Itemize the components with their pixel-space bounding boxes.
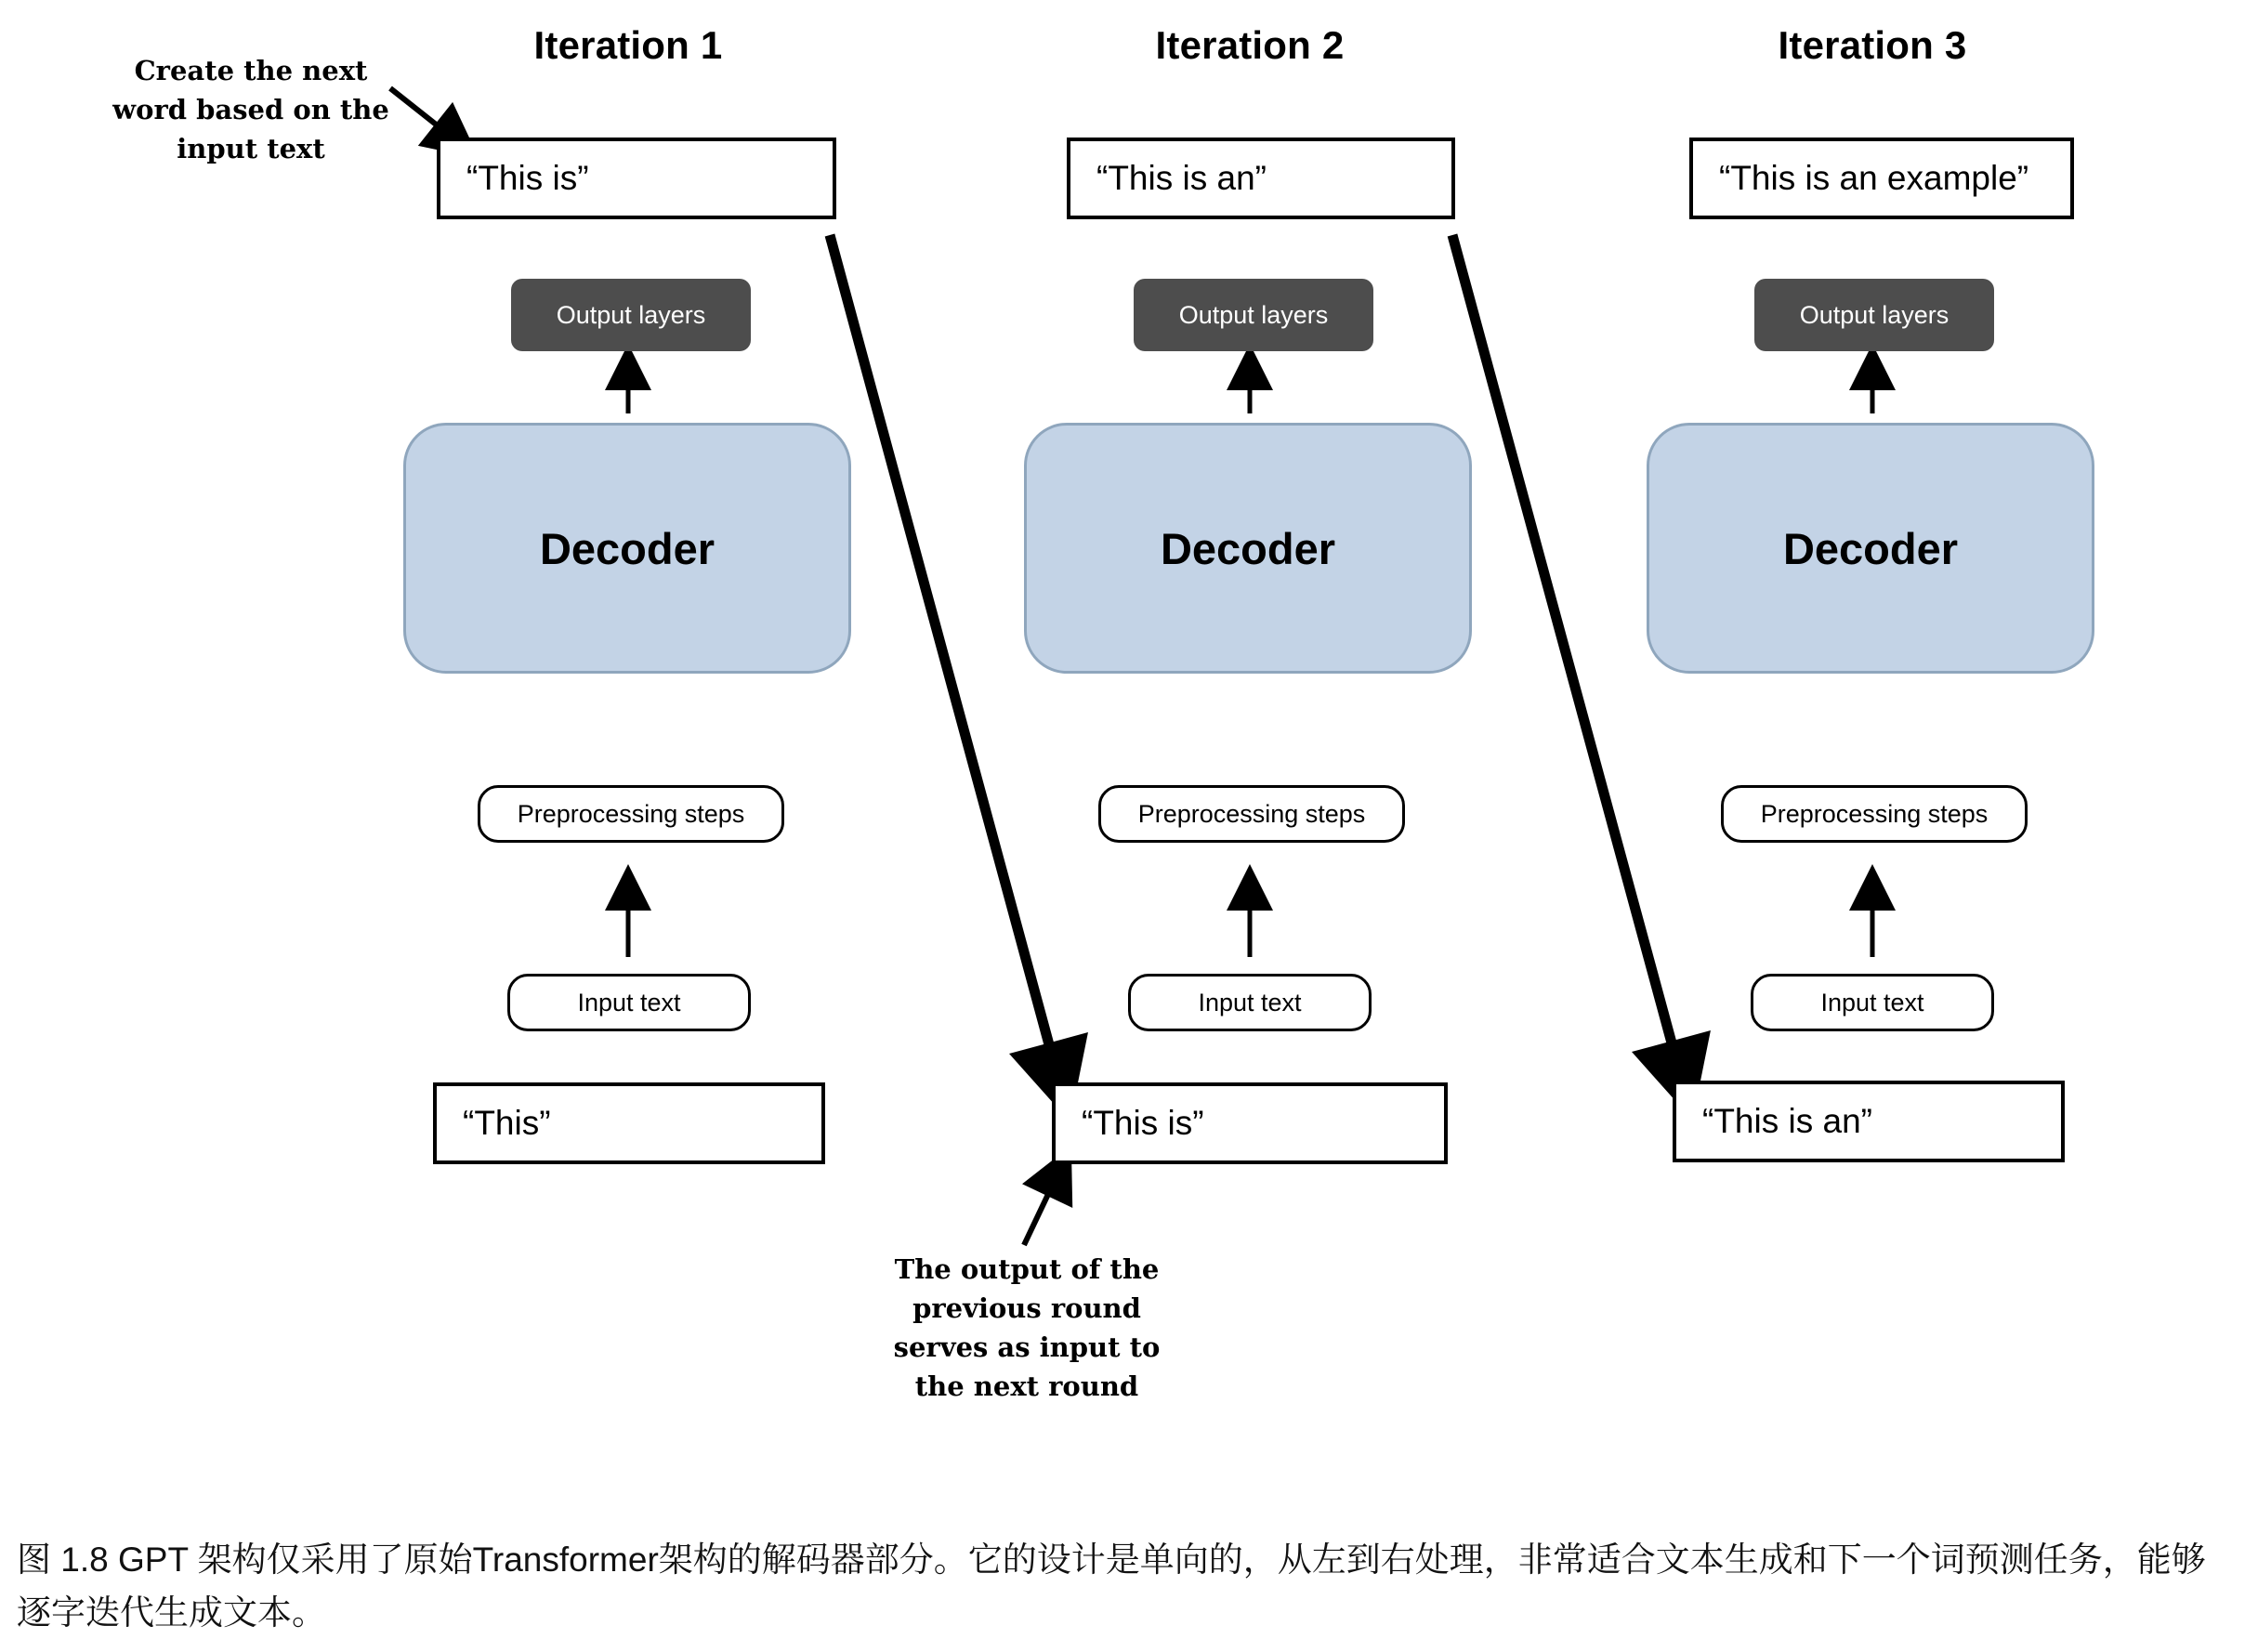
input-text-box-iteration-1: “This” <box>433 1082 825 1164</box>
preprocessing-steps-iteration-2: Preprocessing steps <box>1098 785 1405 843</box>
annotation-create-next-word <box>112 51 390 168</box>
output-text-box-iteration-2: “This is an” <box>1067 138 1455 219</box>
annotation-create-next-word-line-1: Create the next <box>134 55 368 86</box>
preprocessing-steps-iteration-3: Preprocessing steps <box>1721 785 2028 843</box>
output-layers-iteration-3: Output layers <box>1754 279 1994 351</box>
preprocessing-steps-iteration-1: Preprocessing steps <box>478 785 784 843</box>
input-text-box-iteration-2: “This is” <box>1052 1082 1448 1164</box>
decoder-iteration-2: Decoder <box>1024 423 1472 674</box>
annotation-output-line-3: serves as input to <box>893 1331 1161 1364</box>
output-layers-iteration-2: Output layers <box>1134 279 1373 351</box>
column-title-iteration-2: Iteration 2 <box>1155 23 1345 67</box>
annotation-create-next-word-line-3: input text <box>177 133 325 165</box>
input-text-label-iteration-3: Input text <box>1751 974 1994 1031</box>
output-layers-iteration-1: Output layers <box>511 279 751 351</box>
input-text-label-iteration-2: Input text <box>1128 974 1372 1031</box>
output-text-box-iteration-1: “This is” <box>437 138 836 219</box>
output-text-box-iteration-3: “This is an example” <box>1689 138 2074 219</box>
input-text-label-iteration-1: Input text <box>507 974 751 1031</box>
decoder-iteration-1: Decoder <box>403 423 851 674</box>
annotation-output-serves-as-input <box>873 1250 1180 1406</box>
column-title-iteration-3: Iteration 3 <box>1778 23 1967 67</box>
decoder-iteration-3: Decoder <box>1647 423 2094 674</box>
input-text-box-iteration-3: “This is an” <box>1673 1081 2065 1162</box>
annotation-output-line-2: previous round <box>912 1292 1141 1325</box>
annotation-output-line-4: the next round <box>914 1370 1139 1403</box>
annotation-create-next-word-line-2: word based on the <box>112 94 389 126</box>
figure-caption: 图 1.8 GPT 架构仅采用了原始Transformer架构的解码器部分。它的设计是单向的，从左到右处理，非常适合文本生成和下一个词预测任务，能够逐字迭代生成文本。 <box>17 1541 2206 1632</box>
column-title-iteration-1: Iteration 1 <box>533 23 723 67</box>
annotation-output-line-1: The output of the <box>894 1253 1160 1285</box>
